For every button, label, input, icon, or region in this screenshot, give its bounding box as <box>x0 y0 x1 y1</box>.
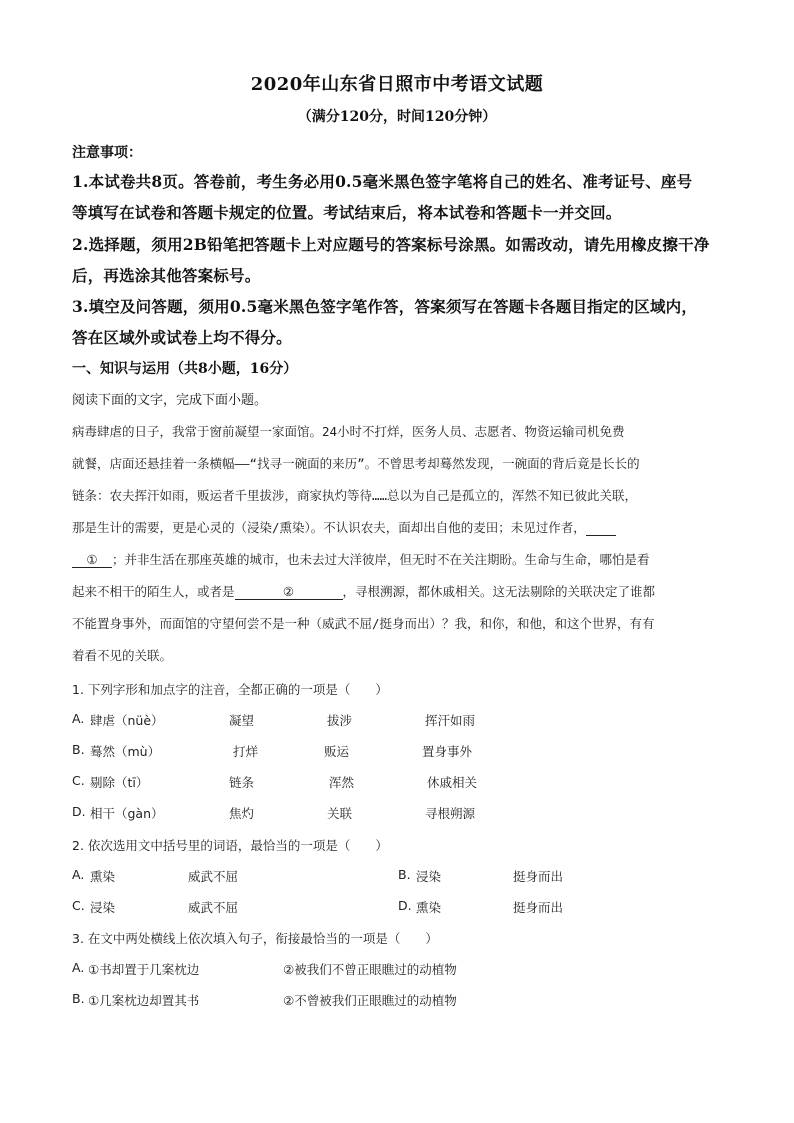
option-cell: 贩运 <box>324 744 350 759</box>
reading-instruction: 阅读下面的文字，完成下面小题。 <box>72 393 268 408</box>
notice-line: 2.选择题，须用2B铅笔把答题卡上对应题号的答案标号涂黑。如需改动，请先用橡皮擦干净 <box>72 235 710 254</box>
option-cell: 挺身而出 <box>513 900 564 915</box>
option-label: A. <box>72 711 85 726</box>
passage-line: 着看不见的关联。 <box>72 648 173 663</box>
fill-blank-lead <box>586 520 616 536</box>
option-label: A. <box>72 867 85 882</box>
option-cell: 链条 <box>229 775 255 790</box>
exam-subtitle: （满分120分，时间120分钟） <box>297 109 497 125</box>
passage-text: 那是生计的需要，更是心灵的（浸染/熏染）。不认识农夫，面却出自他的麦田；未见过作者， <box>72 520 586 535</box>
fill-blank-1: ① <box>72 552 112 568</box>
passage-line: 就餐，店面还悬挂着一条横幅——“找寻一碗面的来历”。不曾思考却蓦然发现，一碗面的背后竟是长长的 <box>72 456 640 471</box>
passage-line <box>72 518 722 536</box>
option-cell: 蓦然（mù） <box>90 744 161 759</box>
option-label: B. <box>398 867 411 882</box>
option-cell: 浸染 <box>416 869 442 884</box>
option-cell: 剔除（tī） <box>90 775 149 790</box>
notice-line: 3.填空及问答题，须用0.5毫米黑色签字笔作答，答案须写在答题卡各题目指定的区域内， <box>72 297 698 316</box>
option-cell: 打烊 <box>233 744 259 759</box>
option-cell: 焦灼 <box>229 806 255 821</box>
notice-line: 后，再选涂其他答案标号。 <box>72 266 261 285</box>
passage-line: 不能置身事外，而面馆的守望何尝不是一种（威武不屈/挺身而出）？我，和你，和他，和这个世界，有有 <box>72 616 655 631</box>
notice-line: 1.本试卷共8页。答卷前，考生务必用0.5毫米黑色签字笔将自己的姓名、准考证号、座号 <box>72 172 693 191</box>
option-label: B. <box>72 742 85 757</box>
option-cell: 熏染 <box>90 869 116 884</box>
option-cell: ①几案枕边却置其书 <box>88 993 200 1008</box>
passage-line <box>72 550 722 568</box>
option-cell: 相干（gàn） <box>90 806 164 821</box>
option-cell: 拔涉 <box>327 713 353 728</box>
option-cell: 休戚相关 <box>427 775 478 790</box>
question-stem: 1. 下列字形和加点字的注音，全都正确的一项是（ ） <box>72 682 388 697</box>
notice-line: 等填写在试卷和答题卡规定的位置。考试结束后，将本试卷和答题卡一并交回。 <box>72 203 622 222</box>
option-cell: 挥汗如雨 <box>425 713 476 728</box>
passage-line <box>72 582 722 600</box>
option-cell: 寻根朔源 <box>425 806 476 821</box>
exam-title: 2020年山东省日照市中考语文试题 <box>250 74 544 95</box>
option-label: C. <box>72 898 85 913</box>
option-cell: 浸染 <box>90 900 116 915</box>
notice-heading: 注意事项： <box>72 145 142 161</box>
option-cell: ②不曾被我们正眼瞧过的动植物 <box>283 993 457 1008</box>
option-label: B. <box>72 991 85 1006</box>
option-cell: 置身事外 <box>422 744 473 759</box>
notice-line: 答在区域外或试卷上均不得分。 <box>72 328 292 347</box>
question-stem: 3. 在文中两处横线上依次填入句子，衔接最恰当的一项是（ ） <box>72 931 438 946</box>
passage-text: 起来不相干的陌生人，或者是 <box>72 584 235 599</box>
option-cell: 凝望 <box>229 713 255 728</box>
question-stem: 2. 依次选用文中括号里的词语，最恰当的一项是（ ） <box>72 838 388 853</box>
option-cell: 威武不屈 <box>188 869 239 884</box>
option-label: D. <box>398 898 412 913</box>
passage-text: ，寻根溯源，都休戚相关。这无法剔除的关联决定了谁都 <box>342 584 656 599</box>
option-cell: 威武不屈 <box>188 900 239 915</box>
passage-line: 病毒肆虐的日子，我常于窗前凝望一家面馆。24小时不打烊，医务人员、志愿者、物资运输司机免费 <box>72 424 625 439</box>
option-cell: 关联 <box>327 806 353 821</box>
fill-blank-2: ② <box>235 584 343 600</box>
option-cell: 肆虐（nüè） <box>90 713 164 728</box>
option-cell: ②被我们不曾正眼瞧过的动植物 <box>283 962 457 977</box>
option-cell: 熏染 <box>416 900 442 915</box>
option-label: A. <box>72 960 85 975</box>
option-cell: 浑然 <box>329 775 355 790</box>
passage-text: ；并非生活在那座英雄的城市，也未去过大洋彼岸，但无时不在关注期盼。生命与生命，哪怕是看 <box>112 552 650 567</box>
option-cell: 挺身而出 <box>513 869 564 884</box>
passage-line: 链条：农夫挥汗如雨，贩运者千里拔涉，商家执灼等待……总以为自己是孤立的，浑然不知已彼此关联， <box>72 488 638 503</box>
option-label: D. <box>72 804 86 819</box>
section-heading: 一、知识与运用（共8小题，16分） <box>72 361 298 377</box>
option-label: C. <box>72 773 85 788</box>
option-cell: ①书却置于几案枕边 <box>88 962 200 977</box>
